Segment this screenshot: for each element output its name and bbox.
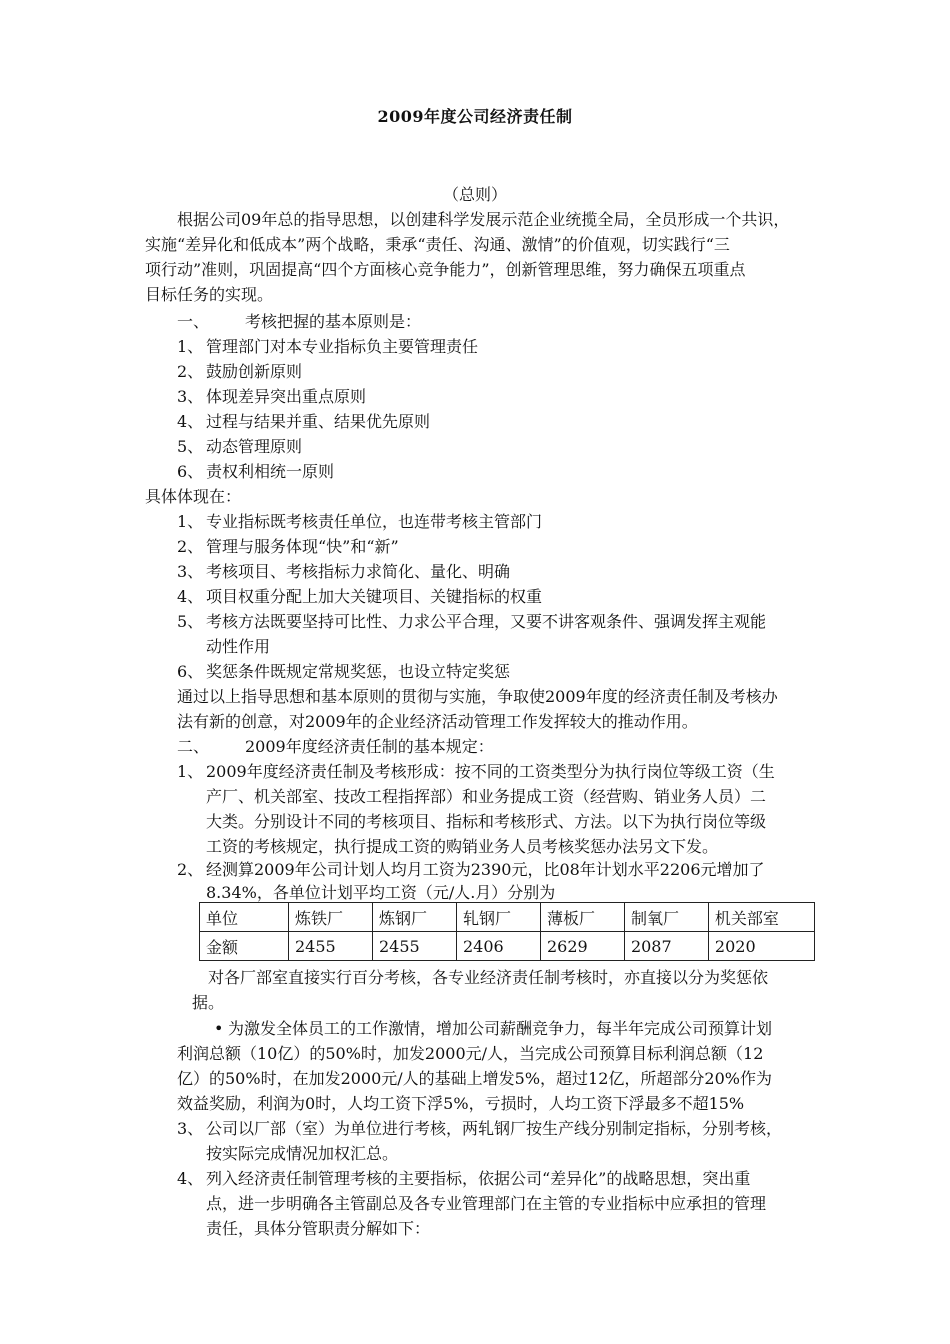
principle-text: 鼓励创新原则 (206, 362, 303, 381)
table-cell: 2455 (372, 932, 456, 961)
principle-text: 过程与结果并重、结果优先原则 (206, 412, 431, 431)
principle-number: 2、 (177, 362, 204, 381)
bullet-line: 效益奖励，利润为0时，人均工资下浮5%，亏损时，人均工资下浮最多不超15% (177, 1094, 745, 1113)
principle-number: 1、 (177, 337, 204, 356)
table-cell: 2087 (624, 932, 708, 961)
summary-line: 通过以上指导思想和基本原则的贯彻与实施，争取使2009年度的经济责任制及考核办 (177, 687, 778, 706)
rule-line: 点，进一步明确各主管副总及各专业管理部门在主管的专业指标中应承担的管理 (206, 1194, 767, 1213)
general-para-line: 根据公司09年总的指导思想，以创建科学发展示范企业统揽全局，全员形成一个共识， (177, 210, 790, 229)
detail-text-continued: 动性作用 (206, 637, 271, 656)
detail-text: 项目权重分配上加大关键项目、关键指标的权重 (206, 587, 543, 606)
table-cell: 2406 (456, 932, 540, 961)
principle-text: 责权利相统一原则 (206, 462, 335, 481)
rule-line: 经测算2009年公司计划人均月工资为2390元，比08年计划水平2206元增加了 (206, 860, 765, 879)
rule-number: 4、 (177, 1169, 204, 1188)
table-cell: 单位 (200, 903, 289, 932)
table-cell: 薄板厂 (540, 903, 624, 932)
section1-number: 一、 (177, 312, 210, 331)
general-para-line: 项行动”准则，巩固提高“四个方面核心竞争能力”，创新管理思维，努力确保五项重点 (145, 260, 746, 279)
detail-heading: 具体体现在： (145, 487, 242, 506)
principle-number: 6、 (177, 462, 204, 481)
detail-text: 管理与服务体现“快”和“新” (206, 537, 399, 556)
document-title: 2009年度公司经济责任制 (377, 107, 573, 126)
detail-number: 4、 (177, 587, 204, 606)
rule-line: 列入经济责任制管理考核的主要指标，依据公司“差异化”的战略思想，突出重 (206, 1169, 751, 1188)
rule-line: 工资的考核规定，执行提成工资的购销业务人员考核奖惩办法另文下发。 (206, 837, 719, 856)
rule-line: 责任，具体分管职责分解如下： (206, 1219, 431, 1238)
after-table-line: 对各厂部室直接实行百分考核，各专业经济责任制考核时，亦直接以分为奖惩依 (208, 968, 769, 987)
principle-number: 3、 (177, 387, 204, 406)
rule-line: 按实际完成情况加权汇总。 (206, 1144, 399, 1163)
rule-number: 1、 (177, 762, 204, 781)
detail-number: 6、 (177, 662, 204, 681)
table-cell: 2629 (540, 932, 624, 961)
principle-number: 5、 (177, 437, 204, 456)
table-cell: 2455 (289, 932, 373, 961)
detail-number: 1、 (177, 512, 204, 531)
bullet-line: 亿）的50%时，在加发2000元/人的基础上增发5%，超过12亿，所超部分20%作为 (177, 1069, 772, 1088)
rule-line: 产厂、机关部室、技改工程指挥部）和业务提成工资（经营购、销业务人员）二 (206, 787, 767, 806)
rule-line: 2009年度经济责任制及考核形成：按不同的工资类型分为执行岗位等级工资（生 (206, 762, 775, 781)
detail-text: 奖惩条件既规定常规奖惩，也设立特定奖惩 (206, 662, 511, 681)
bullet-line: 为激发全体员工的工作激情，增加公司薪酬竞争力，每半年完成公司预算计划 (228, 1019, 773, 1038)
table-header-row (200, 903, 815, 932)
table-cell: 制氧厂 (624, 903, 708, 932)
detail-text: 考核项目、考核指标力求简化、量化、明确 (206, 562, 511, 581)
section2-heading: 2009年度经济责任制的基本规定： (245, 737, 494, 756)
table-cell: 机关部室 (708, 903, 814, 932)
table-cell: 炼钢厂 (372, 903, 456, 932)
rule-number: 3、 (177, 1119, 204, 1138)
rule-line: 8.34%，各单位计划平均工资（元/人.月）分别为 (206, 883, 556, 902)
section2-number: 二、 (177, 737, 210, 756)
table-row (200, 932, 815, 961)
rule-line: 大类。分别设计不同的考核项目、指标和考核形式、方法。以下为执行岗位等级 (206, 812, 767, 831)
detail-number: 5、 (177, 612, 204, 631)
detail-text: 考核方法既要坚持可比性、力求公平合理，又要不讲客观条件、强调发挥主观能 (206, 612, 767, 631)
salary-table (199, 902, 815, 961)
general-para-line: 目标任务的实现。 (145, 285, 274, 304)
principle-text: 体现差异突出重点原则 (206, 387, 367, 406)
bullet-line: 利润总额（10亿）的50%时，加发2000元/人，当完成公司预算目标利润总额（12 (177, 1044, 764, 1063)
rule-line: 公司以厂部（室）为单位进行考核，两轧钢厂按生产线分别制定指标，分别考核， (206, 1119, 783, 1138)
section1-heading: 考核把握的基本原则是： (245, 312, 422, 331)
detail-number: 2、 (177, 537, 204, 556)
after-table-line: 据。 (192, 993, 225, 1012)
table-cell: 炼铁厂 (289, 903, 373, 932)
detail-text: 专业指标既考核责任单位，也连带考核主管部门 (206, 512, 543, 531)
principle-text: 管理部门对本专业指标负主要管理责任 (206, 337, 479, 356)
table-cell: 2020 (708, 932, 814, 961)
principle-text: 动态管理原则 (206, 437, 303, 456)
detail-number: 3、 (177, 562, 204, 581)
rule-number: 2、 (177, 860, 204, 879)
general-para-line: 实施“差异化和低成本”两个战略，秉承“责任、沟通、激情”的价值观，切实践行“三 (145, 235, 730, 254)
principle-number: 4、 (177, 412, 204, 431)
general-heading: （总则） (442, 185, 507, 204)
table-cell: 轧钢厂 (456, 903, 540, 932)
bullet-icon: • (214, 1019, 224, 1038)
table-cell: 金额 (200, 932, 289, 961)
summary-line: 法有新的创意，对2009年的企业经济活动管理工作发挥较大的推动作用。 (177, 712, 698, 731)
